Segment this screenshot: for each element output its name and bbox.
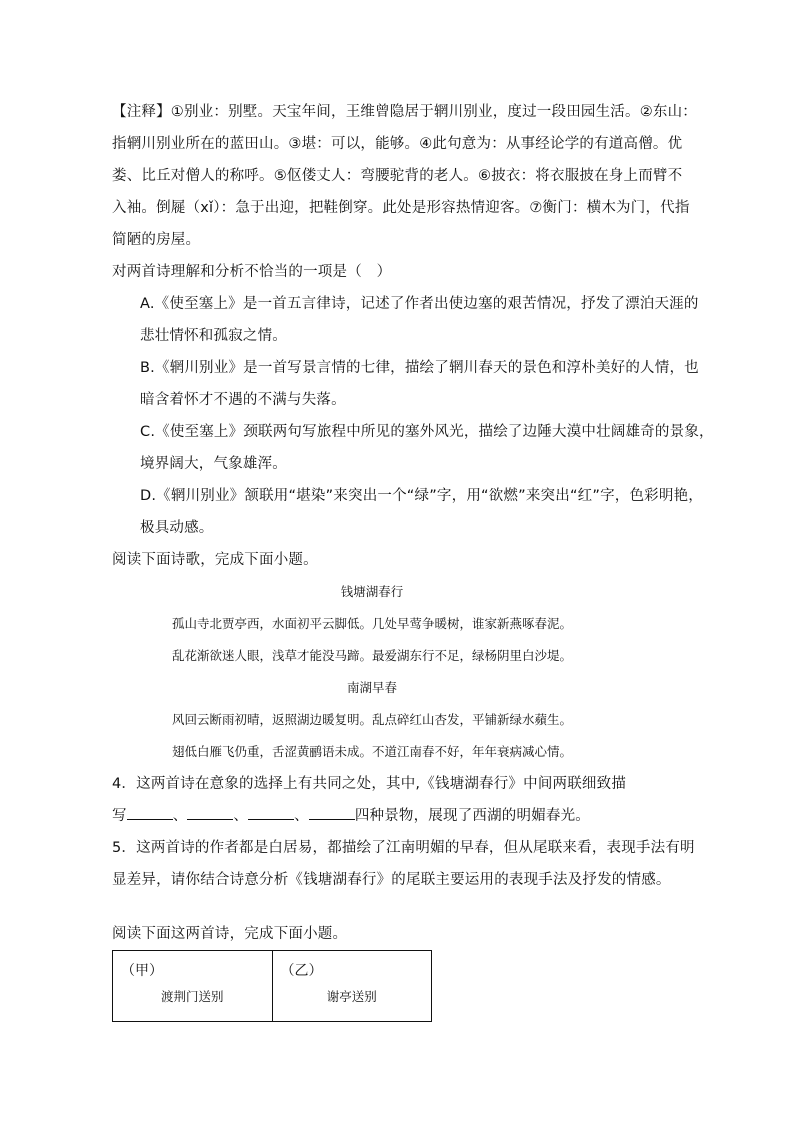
question-3	[112, 256, 714, 544]
poem-table	[112, 950, 432, 1022]
note-line: 【注释】①别业：别墅。天宝年间，王维曾隐居于辋川别业，度过一段田园生活。②东山：	[112, 104, 697, 120]
option-a-cont: 悲壮情怀和孤寂之情。	[140, 328, 287, 344]
reading-intro: 阅读下面这两首诗，完成下面小题。	[112, 926, 348, 942]
question-5-line: 显差异，请你结合诗意分析《钱塘湖春行》的尾联主要运用的表现手法及抒发的情感。	[112, 872, 671, 888]
option-b-cont: 暗含着怀才不遇的不满与失落。	[140, 392, 346, 408]
reading-intro: 阅读下面诗歌，完成下面小题。	[112, 552, 318, 568]
answer-blank-4[interactable]	[309, 805, 355, 820]
blank-separator: 、	[172, 808, 188, 824]
blank-separator: 、	[294, 808, 309, 824]
reading-section-2	[112, 544, 682, 768]
note-line: 入袖。倒屣（xǐ）：急于出迎，把鞋倒穿。此处是形容热情迎客。⑦衡门：横木为门，代指	[112, 200, 690, 216]
option-c[interactable]: C.《使至塞上》颈联两句写旅程中所见的塞外风光，描绘了边陲大漠中壮阔雄奇的景象，	[140, 424, 714, 440]
option-a[interactable]: A.《使至塞上》是一首五言律诗，记述了作者出使边塞的艰苦情况，抒发了漂泊天涯的	[140, 296, 699, 312]
poem-cell-right	[272, 951, 432, 1022]
blank-suffix: 四种景物，展现了西湖的明媚春光。	[354, 808, 591, 824]
option-d-cont: 极具动感。	[140, 520, 214, 536]
poem-line: 孤山寺北贾亭西，水面初平云脚低。几处早莺争暖树，谁家新燕啄春泥。	[171, 616, 572, 631]
question-stem: 对两首诗理解和分析不恰当的一项是（ ）	[112, 264, 392, 280]
blank-prefix: 写	[112, 808, 127, 824]
question-4	[112, 768, 682, 832]
poem-title: 南湖早春	[346, 680, 397, 695]
reading-section-3	[112, 918, 682, 1022]
option-b[interactable]: B.《辋川别业》是一首写景言情的七律，描绘了辋川春天的景色和淳朴美好的人情，也	[140, 360, 699, 376]
option-c-cont: 境界阔大，气象雄浑。	[140, 456, 287, 472]
note-line: 简陋的房屋。	[112, 232, 201, 248]
question-5-line: 5．这两首诗的作者都是白居易，都描绘了江南明媚的早春，但从尾联来看，表现手法有明	[112, 840, 695, 856]
cell-label: （甲）	[121, 963, 163, 979]
spacer	[112, 896, 682, 918]
question-4-line: 4．这两首诗在意象的选择上有共同之处，其中,《钱塘湖春行》中间两联细致描	[112, 776, 627, 792]
blank-separator: 、	[233, 808, 249, 824]
answer-blank-2[interactable]	[187, 805, 233, 820]
answer-blank-3[interactable]	[248, 805, 294, 820]
poem-line: 风回云断雨初晴，返照湖边暖复明。乱点碎红山杏发，平铺新绿水蘋生。	[171, 712, 572, 727]
poem-line: 翅低白雁飞仍重，舌涩黄鹂语未成。不道江南春不好，年年衰病减心情。	[171, 744, 572, 759]
poem-title: 钱塘湖春行	[340, 584, 404, 599]
cell-title: 渡荆门送别	[160, 989, 224, 1004]
note-line: 娄、比丘对僧人的称呼。⑤伛偻丈人：弯腰驼背的老人。⑥披衣：将衣服披在身上而臂不	[112, 168, 683, 184]
option-d[interactable]: D.《辋川别业》颔联用“堪染”来突出一个“绿”字，用“欲燃”来突出“红”字，色彩明艳，	[140, 488, 703, 504]
cell-title: 谢亭送别	[326, 989, 377, 1004]
document-page	[112, 96, 714, 1022]
answer-blank-1[interactable]	[127, 805, 173, 820]
notes-block	[112, 96, 697, 256]
poem-cell-left	[113, 951, 273, 1022]
question-4-blanks	[112, 800, 682, 832]
question-5	[112, 832, 695, 896]
note-line: 指辋川别业所在的蓝田山。③堪：可以，能够。④此句意为：从事经论学的有道高僧。优	[112, 136, 683, 152]
poem-line: 乱花渐欲迷人眼，浅草才能没马蹄。最爱湖东行不足，绿杨阴里白沙堤。	[171, 648, 572, 663]
cell-label: （乙）	[280, 963, 323, 979]
